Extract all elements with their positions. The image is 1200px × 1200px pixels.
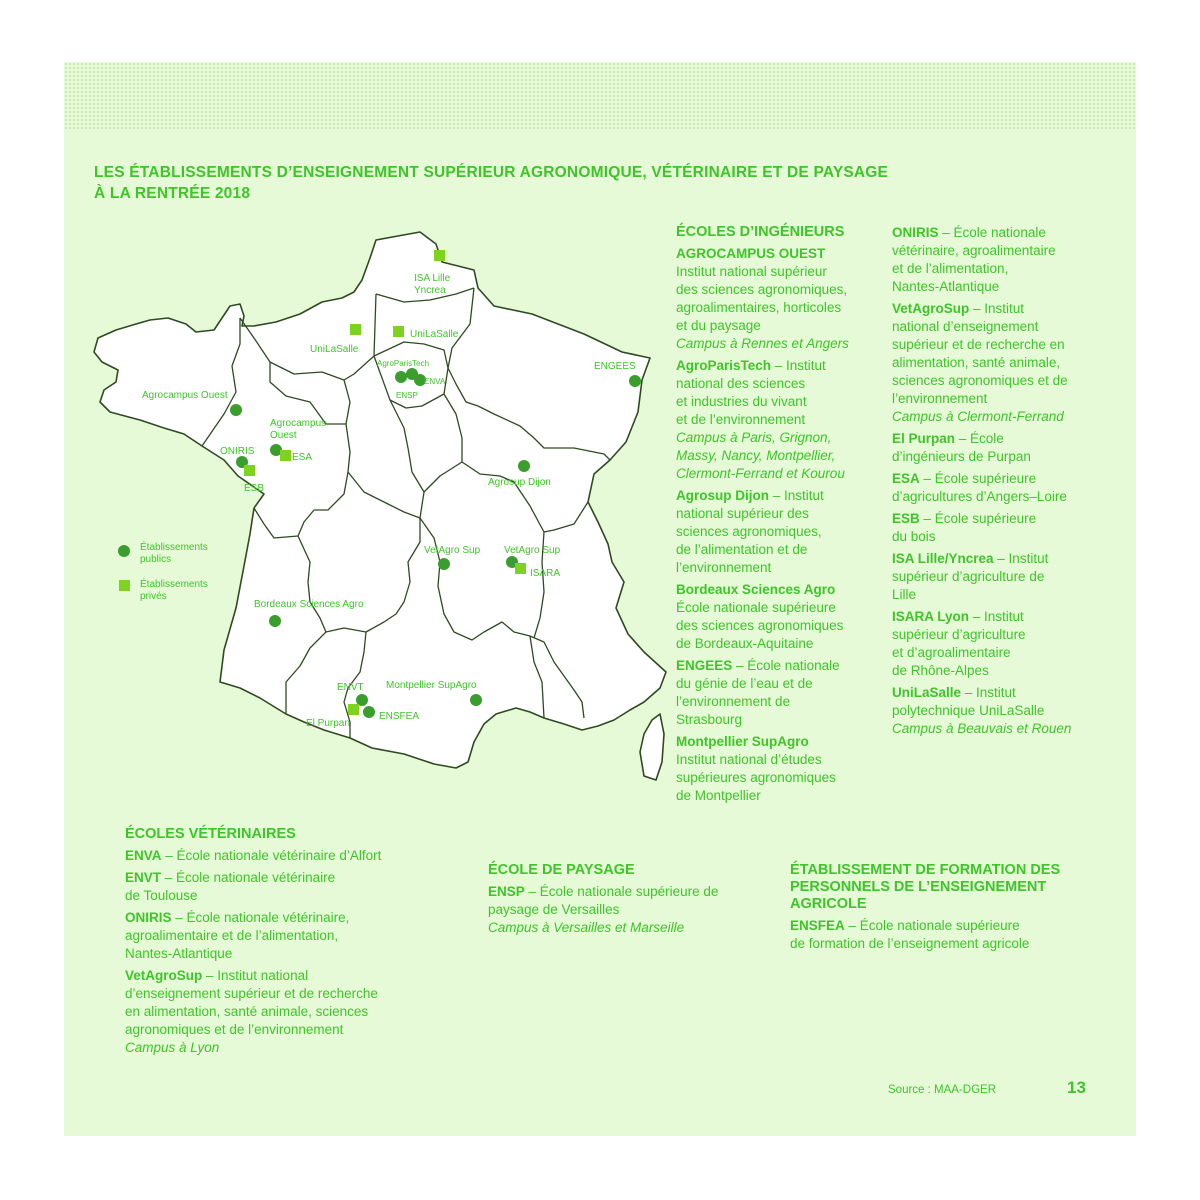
agrocampus-campus: Campus à Rennes et Angers bbox=[676, 336, 849, 351]
label-agroparistech: AgroParisTech bbox=[377, 359, 430, 368]
page-number: 13 bbox=[1067, 1078, 1086, 1097]
label-agrocampus-angers-1: Agrocampus bbox=[270, 418, 327, 429]
engees-line: l’environnement de bbox=[676, 694, 791, 709]
label-bordeaux: Bordeaux Sciences Agro bbox=[254, 599, 364, 610]
engees-abbr: ENGEES bbox=[676, 658, 733, 673]
agroparistech-campus: Campus à Paris, Grignon, bbox=[676, 430, 832, 445]
oniris-line: Nantes-Atlantique bbox=[892, 279, 1000, 294]
marker-engees bbox=[629, 375, 641, 387]
marker-montpellier bbox=[470, 694, 482, 706]
marker-unilasalle-beauvais bbox=[393, 326, 404, 337]
isara-line: supérieur d’agriculture bbox=[892, 627, 1026, 642]
esb-line: du bois bbox=[892, 529, 936, 544]
isara-desc: – Institut bbox=[969, 609, 1024, 624]
label-engees: ENGEES bbox=[594, 361, 636, 372]
vetagrosup-line: alimentation, santé animale, bbox=[892, 355, 1061, 370]
veterinaires-heading: ÉCOLES VÉTÉRINAIRES bbox=[125, 826, 296, 842]
unilasalle-campus: Campus à Beauvais et Rouen bbox=[892, 721, 1072, 736]
oniris-vet-line: Nantes-Atlantique bbox=[125, 946, 233, 961]
vetagrosup-line: supérieur et de recherche en bbox=[892, 337, 1065, 352]
marker-bordeaux bbox=[269, 615, 281, 627]
label-ensfea: ENSFEA bbox=[379, 711, 420, 722]
label-montpellier: Montpellier SupAgro bbox=[386, 680, 477, 691]
ensfea-desc: – École nationale supérieure bbox=[844, 918, 1020, 933]
legend-public-icon bbox=[118, 545, 130, 557]
vetagrosup-abbr: VetAgroSup bbox=[892, 301, 970, 316]
marker-esa bbox=[280, 450, 291, 461]
purpan-abbr: El Purpan bbox=[892, 431, 956, 446]
purpan-desc: – École bbox=[955, 431, 1004, 446]
label-agrocampus-angers-2: Ouest bbox=[270, 430, 297, 441]
montpellier-line: Institut national d’études bbox=[676, 752, 822, 767]
agroparistech-campus: Clermont-Ferrand et Kourou bbox=[676, 466, 845, 481]
isara-line: de Rhône-Alpes bbox=[892, 663, 989, 678]
agrocampus-line: Institut national supérieur bbox=[676, 264, 827, 279]
entry-ensp bbox=[488, 883, 768, 937]
veterinaires-column bbox=[125, 826, 425, 1061]
entry-oniris-ing bbox=[892, 224, 1112, 296]
label-ensp: ENSP bbox=[396, 391, 418, 400]
unilasalle-abbr: UniLaSalle bbox=[892, 685, 962, 700]
esb-abbr: ESB bbox=[892, 511, 920, 526]
legend-private-icon bbox=[119, 580, 130, 591]
entry-agrosup bbox=[676, 487, 876, 577]
entry-unilasalle bbox=[892, 684, 1112, 738]
oniris-desc: – École nationale bbox=[938, 225, 1046, 240]
isa-desc: – Institut bbox=[993, 551, 1049, 566]
purpan-line: d’ingénieurs de Purpan bbox=[892, 449, 1031, 464]
label-isa-lille-1: ISA Lille bbox=[414, 273, 451, 284]
entry-purpan bbox=[892, 430, 1112, 466]
ingenieurs-heading: ÉCOLES D’INGÉNIEURS bbox=[676, 224, 845, 240]
envt-desc: – École nationale vétérinaire bbox=[161, 870, 336, 885]
isa-line: supérieur d’agriculture de bbox=[892, 569, 1045, 584]
ensp-abbr: ENSP bbox=[488, 884, 525, 899]
montpellier-abbr: Montpellier SupAgro bbox=[676, 734, 809, 749]
marker-isara bbox=[515, 563, 526, 574]
entry-vetagrosup-vet bbox=[125, 967, 425, 1057]
france-map bbox=[64, 62, 684, 782]
entry-oniris-vet bbox=[125, 909, 425, 963]
oniris-abbr: ONIRIS bbox=[892, 225, 939, 240]
label-vetagro-lyon: VetAgro Sup bbox=[504, 545, 561, 556]
agroparistech-abbr: AgroParisTech bbox=[676, 358, 772, 373]
marker-agrocampus-rennes bbox=[230, 404, 242, 416]
ingenieurs-column-2 bbox=[892, 224, 1112, 742]
ensp-line: paysage de Versailles bbox=[488, 902, 620, 917]
agroparistech-line: et industries du vivant bbox=[676, 394, 807, 409]
entry-esa bbox=[892, 470, 1112, 506]
entry-ensfea bbox=[790, 917, 1110, 953]
label-enva: ENVA bbox=[424, 377, 446, 386]
vetagrosup-desc: – Institut bbox=[969, 301, 1025, 316]
legend-public-line2: publics bbox=[140, 554, 172, 565]
formation-heading-line: ÉTABLISSEMENT DE FORMATION DES bbox=[790, 862, 1061, 878]
enva-abbr: ENVA bbox=[125, 848, 162, 863]
ingenieurs-column-1 bbox=[676, 224, 876, 809]
esb-desc: – École supérieure bbox=[919, 511, 1037, 526]
ensp-desc: – École nationale supérieure de bbox=[524, 884, 719, 899]
entry-agrocampus bbox=[676, 245, 876, 353]
map-legend bbox=[118, 540, 208, 602]
oniris-vet-line: agroalimentaire et de l’alimentation, bbox=[125, 928, 339, 943]
vetagrosup-vet-desc: – Institut national bbox=[202, 968, 309, 983]
engees-line: du génie de l’eau et de bbox=[676, 676, 813, 691]
agrosup-desc: – Institut bbox=[769, 488, 824, 503]
bordeaux-line: de Bordeaux-Aquitaine bbox=[676, 636, 814, 651]
ensfea-line: de formation de l’enseignement agricole bbox=[790, 936, 1030, 951]
marker-unilasalle-rouen bbox=[350, 324, 361, 335]
enva-desc: – École nationale vétérinaire d’Alfort bbox=[161, 848, 382, 863]
paysage-column bbox=[488, 862, 768, 941]
vetagrosup-vet-campus: Campus à Lyon bbox=[125, 1040, 220, 1055]
unilasalle-line: polytechnique UniLaSalle bbox=[892, 703, 1045, 718]
ensp-campus: Campus à Versailles et Marseille bbox=[488, 920, 685, 935]
label-isa-lille-2: Yncrea bbox=[414, 285, 446, 296]
formation-heading bbox=[790, 862, 1110, 913]
corsica-outline bbox=[640, 714, 664, 780]
marker-vetagro-clermont bbox=[438, 558, 450, 570]
label-vetagro-clermont: VetAgro Sup bbox=[424, 545, 481, 556]
entry-isara bbox=[892, 608, 1112, 680]
vetagrosup-vet-line: en alimentation, santé animale, sciences bbox=[125, 1004, 369, 1019]
engees-desc: – École nationale bbox=[732, 658, 840, 673]
label-esb: ESB bbox=[244, 483, 265, 494]
label-esa: ESA bbox=[292, 452, 313, 463]
label-oniris: ONIRIS bbox=[220, 446, 255, 457]
oniris-line: vétérinaire, agroalimentaire bbox=[892, 243, 1056, 258]
vetagrosup-vet-abbr: VetAgroSup bbox=[125, 968, 203, 983]
formation-heading-line: PERSONNELS DE L’ENSEIGNEMENT bbox=[790, 879, 1047, 895]
vetagrosup-line: national d’enseignement bbox=[892, 319, 1039, 334]
agrosup-line: sciences agronomiques, bbox=[676, 524, 822, 539]
vetagrosup-vet-line: agronomiques et de l’environnement bbox=[125, 1022, 344, 1037]
entry-bordeaux bbox=[676, 581, 876, 653]
isa-abbr: ISA Lille/Yncrea bbox=[892, 551, 994, 566]
entry-isa bbox=[892, 550, 1112, 604]
entry-envt bbox=[125, 869, 425, 905]
bordeaux-line: des sciences agronomiques bbox=[676, 618, 844, 633]
entry-enva bbox=[125, 847, 425, 865]
oniris-vet-desc: – École nationale vétérinaire, bbox=[171, 910, 350, 925]
envt-abbr: ENVT bbox=[125, 870, 162, 885]
isara-line: et d’agroalimentaire bbox=[892, 645, 1011, 660]
label-isara: ISARA bbox=[530, 568, 561, 579]
label-agrocampus-rennes: Agrocampus Ouest bbox=[142, 390, 228, 401]
agrocampus-line: des sciences agronomiques, bbox=[676, 282, 848, 297]
agroparistech-desc: – Institut bbox=[771, 358, 826, 373]
formation-heading-line: AGRICOLE bbox=[790, 896, 867, 912]
agroparistech-line: et de l’environnement bbox=[676, 412, 806, 427]
esa-abbr: ESA bbox=[892, 471, 920, 486]
vetagrosup-line: sciences agronomiques et de bbox=[892, 373, 1068, 388]
legend-private-line2: privés bbox=[140, 591, 167, 602]
unilasalle-desc: – Institut bbox=[961, 685, 1016, 700]
formation-column bbox=[790, 862, 1110, 957]
agrocampus-line: agroalimentaires, horticoles bbox=[676, 300, 842, 315]
agrocampus-line: et du paysage bbox=[676, 318, 761, 333]
marker-esb bbox=[244, 465, 255, 476]
agrocampus-abbr: AGROCAMPUS OUEST bbox=[676, 246, 826, 261]
marker-ensfea bbox=[363, 706, 375, 718]
oniris-vet-abbr: ONIRIS bbox=[125, 910, 172, 925]
oniris-line: et de l’alimentation, bbox=[892, 261, 1009, 276]
envt-line: de Toulouse bbox=[125, 888, 198, 903]
isa-line: Lille bbox=[892, 587, 917, 602]
bordeaux-line: École nationale supérieure bbox=[676, 600, 836, 615]
esa-desc: – École supérieure bbox=[919, 471, 1037, 486]
montpellier-line: de Montpellier bbox=[676, 788, 761, 803]
page-title-line1: LES ÉTABLISSEMENTS D’ENSEIGNEMENT SUPÉRIEUR AGRONOMIQUE, VÉTÉRINAIRE ET DE PAYSAGE bbox=[94, 164, 889, 181]
entry-engees bbox=[676, 657, 876, 729]
agrosup-line: l’environnement bbox=[676, 560, 772, 575]
engees-line: Strasbourg bbox=[676, 712, 743, 727]
entry-agroparistech bbox=[676, 357, 876, 483]
legend-public-line1: Établissements bbox=[140, 542, 208, 553]
paysage-heading: ÉCOLE DE PAYSAGE bbox=[488, 862, 635, 878]
entry-esb bbox=[892, 510, 1112, 546]
map-outline bbox=[94, 232, 666, 780]
bordeaux-abbr: Bordeaux Sciences Agro bbox=[676, 582, 836, 597]
page-title-line2: À LA RENTRÉE 2018 bbox=[94, 185, 251, 202]
ensfea-abbr: ENSFEA bbox=[790, 918, 845, 933]
marker-el-purpan bbox=[348, 704, 359, 715]
marker-agroparistech bbox=[395, 371, 407, 383]
agroparistech-campus: Massy, Nancy, Montpellier, bbox=[676, 448, 836, 463]
label-unilasalle-rouen: UniLaSalle bbox=[310, 344, 359, 355]
vetagrosup-campus: Campus à Clermont-Ferrand bbox=[892, 409, 1064, 424]
vetagrosup-vet-line: d’enseignement supérieur et de recherche bbox=[125, 986, 378, 1001]
label-el-purpan: El Purpan bbox=[306, 718, 350, 729]
agrosup-line: de l’alimentation et de bbox=[676, 542, 808, 557]
label-agrosup-dijon: Agrosup Dijon bbox=[488, 477, 551, 488]
agroparistech-line: national des sciences bbox=[676, 376, 806, 391]
entry-montpellier bbox=[676, 733, 876, 805]
marker-agrosup-dijon bbox=[518, 460, 530, 472]
source-note: Source : MAA-DGER bbox=[888, 1084, 996, 1096]
isara-abbr: ISARA Lyon bbox=[892, 609, 969, 624]
vetagrosup-line: l’environnement bbox=[892, 391, 988, 406]
marker-isa-lille bbox=[434, 250, 445, 261]
entry-vetagrosup-ing bbox=[892, 300, 1112, 426]
esa-line: d’agricultures d’Angers–Loire bbox=[892, 489, 1067, 504]
page-panel bbox=[64, 62, 1136, 1136]
legend-private-line1: Établissements bbox=[140, 579, 208, 590]
agrosup-line: national supérieur des bbox=[676, 506, 809, 521]
label-envt: ENVT bbox=[337, 682, 364, 693]
montpellier-line: supérieures agronomiques bbox=[676, 770, 836, 785]
agrosup-abbr: Agrosup Dijon bbox=[676, 488, 769, 503]
label-unilasalle-beauvais: UniLaSalle bbox=[410, 329, 459, 340]
